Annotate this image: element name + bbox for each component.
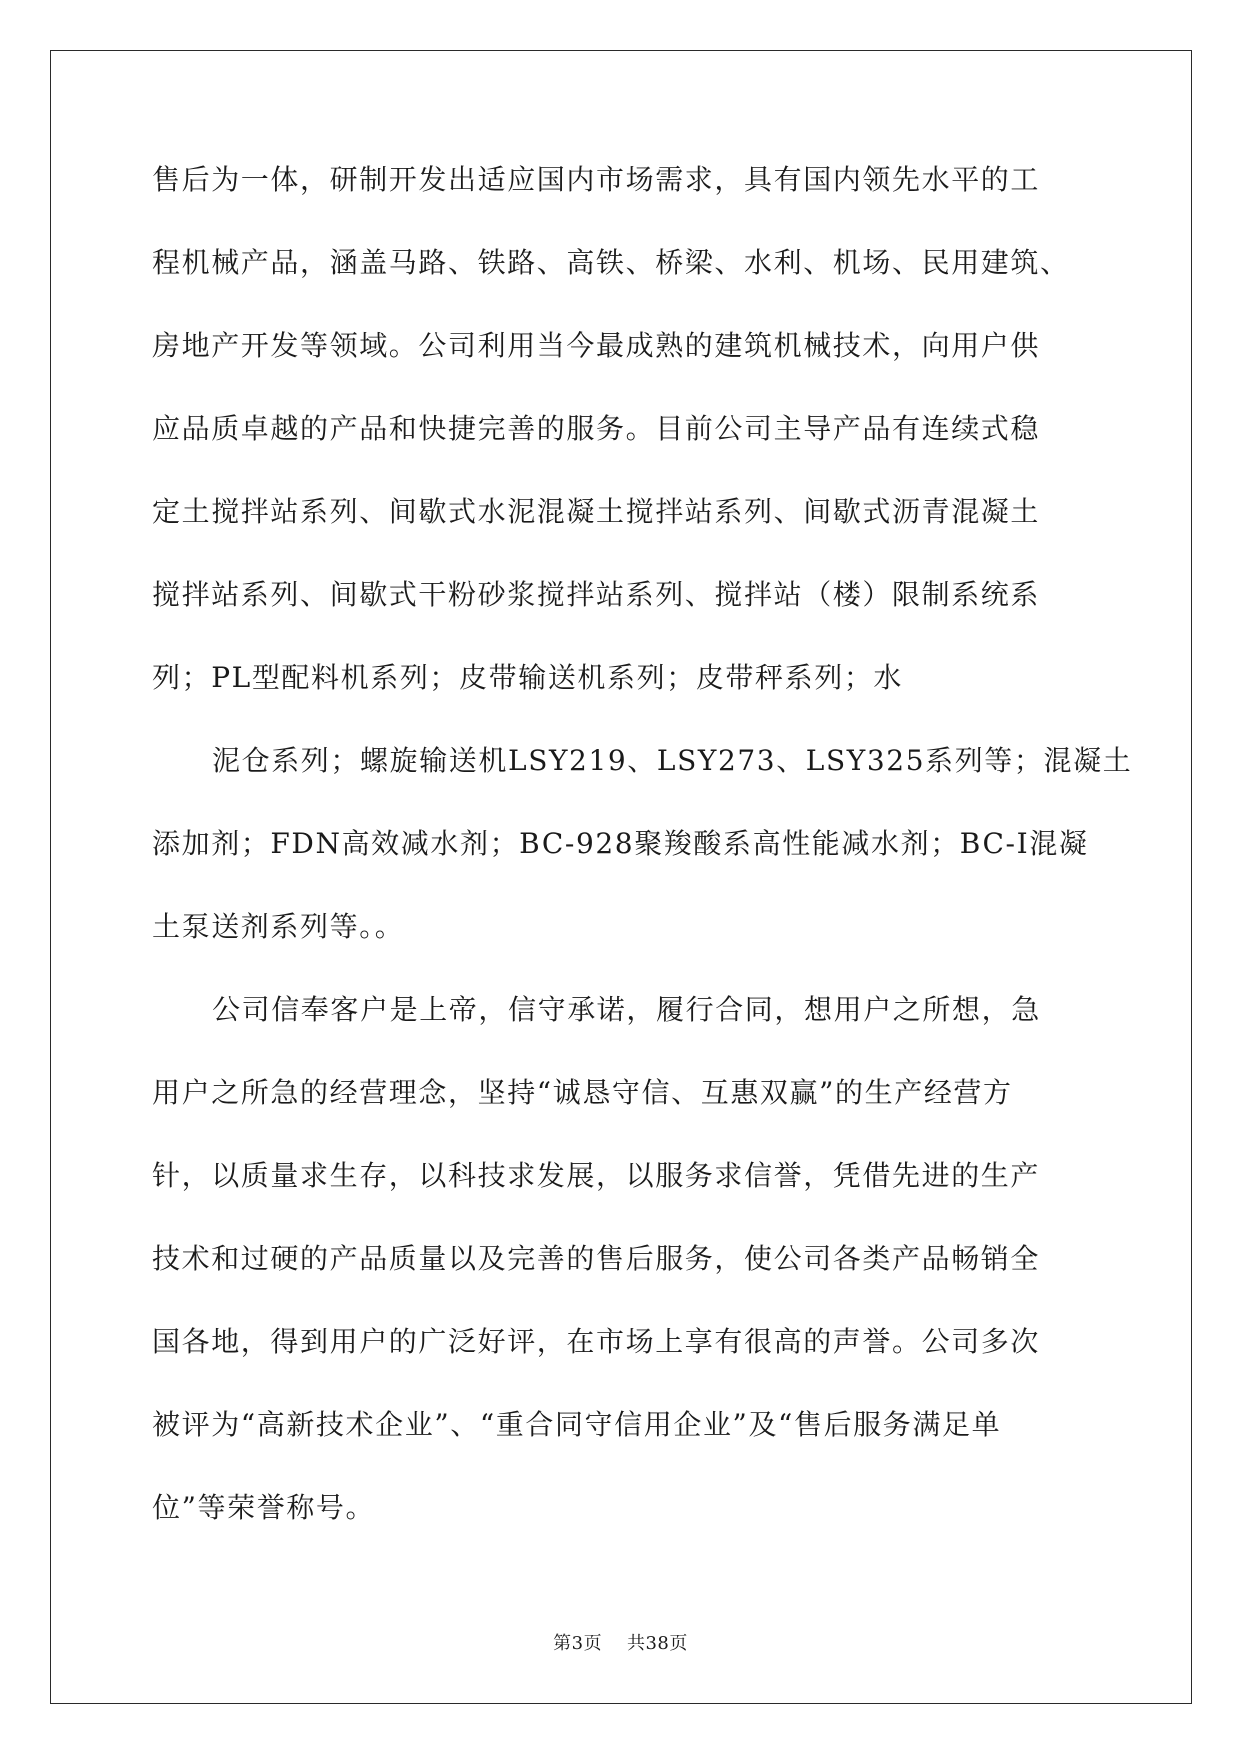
text-line: 土泵送剂系列等。。 bbox=[152, 910, 405, 943]
text-line: 添加剂；FDN高效减水剂；BC-928聚羧酸系高性能减水剂；BC-I混凝 bbox=[152, 827, 1089, 860]
text-line: 定土搅拌站系列、间歇式水泥混凝土搅拌站系列、间歇式沥青混凝土 bbox=[152, 495, 1041, 528]
text-line: 公司信奉客户是上帝，信守承诺，履行合同，想用户之所想，急 bbox=[212, 993, 1041, 1026]
text-line: 被评为“高新技术企业”、“重合同守信用企业”及“售后服务满足单 bbox=[152, 1408, 1002, 1441]
document-body bbox=[152, 160, 1133, 1571]
page-number: 第3页 bbox=[553, 1633, 603, 1654]
text-line: 技术和过硬的产品质量以及完善的售后服务，使公司各类产品畅销全 bbox=[152, 1242, 1041, 1275]
text-line: 用户之所急的经营理念，坚持“诚恳守信、互惠双赢”的生产经营方 bbox=[152, 1076, 1013, 1109]
text-line: 搅拌站系列、间歇式干粉砂浆搅拌站系列、搅拌站（楼）限制系统系 bbox=[152, 578, 1041, 611]
text-line: 泥仓系列；螺旋输送机LSY219、LSY273、LSY325系列等；混凝土 bbox=[212, 744, 1133, 777]
text-line: 程机械产品，涵盖马路、铁路、高铁、桥梁、水利、机场、民用建筑、 bbox=[152, 246, 1070, 279]
text-line: 应品质卓越的产品和快捷完善的服务。目前公司主导产品有连续式稳 bbox=[152, 412, 1041, 445]
text-line: 列；PL型配料机系列；皮带输送机系列；皮带秤系列；水 bbox=[152, 661, 904, 694]
page-total: 共38页 bbox=[626, 1633, 688, 1654]
page-footer bbox=[0, 1632, 1241, 1656]
text-line: 国各地，得到用户的广泛好评，在市场上享有很高的声誉。公司多次 bbox=[152, 1325, 1041, 1358]
text-line: 售后为一体，研制开发出适应国内市场需求，具有国内领先水平的工 bbox=[152, 163, 1041, 196]
text-line: 针，以质量求生存，以科技求发展，以服务求信誉，凭借先进的生产 bbox=[152, 1159, 1041, 1192]
text-line: 位”等荣誉称号。 bbox=[152, 1491, 376, 1524]
text-line: 房地产开发等领域。公司利用当今最成熟的建筑机械技术，向用户供 bbox=[152, 329, 1041, 362]
